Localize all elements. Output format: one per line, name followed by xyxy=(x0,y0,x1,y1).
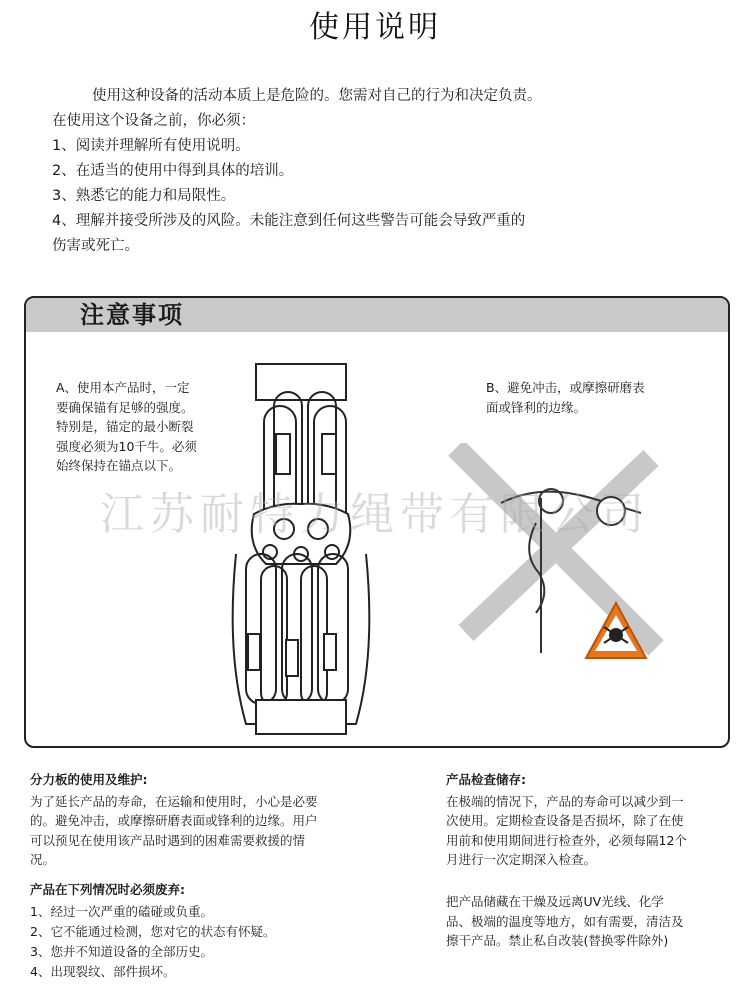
inspection-heading: 产品检查储存: xyxy=(446,772,526,787)
discard-item: 2、它不能通过检测，您对它的状态有怀疑。 xyxy=(30,923,276,939)
discard-item: 4、出现裂纹、部件损坏。 xyxy=(30,963,176,979)
care-section xyxy=(30,770,390,870)
notice-a-line: A、使用本产品时，一定 xyxy=(56,380,190,395)
intro-section xyxy=(52,84,672,259)
intro-line: 在使用这个设备之前，你必须： xyxy=(52,113,255,129)
care-line: 况。 xyxy=(30,852,56,867)
notice-a-line: 要确保锚有足够的强度。 xyxy=(56,399,194,415)
discard-item: 1、经过一次严重的磕碰或负重。 xyxy=(30,903,213,919)
page-title: 使用说明 xyxy=(309,10,441,45)
inspection-line: 用前和使用期间进行检查外，必须每隔12个 xyxy=(446,832,687,848)
intro-line: 伤害或死亡。 xyxy=(52,238,139,254)
care-line: 可以预见在使用该产品时遇到的困难需要救援的情 xyxy=(30,832,306,848)
intro-line: 2、在适当的使用中得到具体的培训。 xyxy=(52,163,294,179)
notice-b-line: 面或锋利的边缘。 xyxy=(486,399,587,415)
notice-b-line: B、避免冲击，或摩擦研磨表 xyxy=(486,380,645,395)
intro-line: 使用这种设备的活动本质上是危险的。您需对自己的行为和决定负责。 xyxy=(92,88,542,104)
inspection-section xyxy=(446,770,736,870)
care-heading: 分力板的使用及维护: xyxy=(30,772,148,787)
notice-heading: 注意事项 xyxy=(80,301,184,329)
inspection-line: 在极端的情况下，产品的寿命可以减少到一 xyxy=(446,793,684,809)
discard-section xyxy=(30,880,390,982)
storage-line: 擦干产品。禁止私自改装(替换零件除外) xyxy=(446,933,669,948)
intro-line: 3、熟悉它的能力和局限性。 xyxy=(52,188,236,204)
notice-b-text xyxy=(486,378,686,417)
inspection-line: 次使用。定期检查设备是否损坏，除了在使 xyxy=(446,813,684,828)
care-line: 的。避免冲击，或摩擦研磨表面或锋利的边缘。用户 xyxy=(30,813,318,828)
storage-section xyxy=(446,892,736,951)
notice-a-text xyxy=(56,378,231,476)
care-line: 为了延长产品的寿命，在运输和使用时，小心是必要 xyxy=(30,793,318,809)
inspection-line: 月进行一次定期深入检查。 xyxy=(446,852,597,867)
notice-box xyxy=(24,296,730,748)
rigging-plate-carabiners-diagram-icon xyxy=(226,354,376,744)
notice-a-line: 强度必须为10千牛。必须 xyxy=(56,438,197,454)
storage-line: 把产品储藏在干燥及远离UV光线、化学 xyxy=(446,894,664,909)
discard-heading: 产品在下列情况时必须废弃: xyxy=(30,882,185,897)
discard-item: 3、您并不知道设备的全部历史。 xyxy=(30,943,213,959)
crossed-out-sharp-edge-warning-icon xyxy=(441,443,671,703)
notice-header xyxy=(26,298,728,332)
intro-line: 4、理解并接受所涉及的风险。未能注意到任何这些警告可能会导致严重的 xyxy=(52,213,526,229)
watermark: 江苏耐特力绳带有限公司 xyxy=(100,489,650,540)
notice-a-line: 特别是，锚定的最小断裂 xyxy=(56,419,194,434)
notice-a-line: 始终保持在锚点以下。 xyxy=(56,458,182,473)
intro-line: 1、阅读并理解所有使用说明。 xyxy=(52,138,250,154)
storage-line: 品、极端的温度等地方，如有需要，清洁及 xyxy=(446,913,684,929)
